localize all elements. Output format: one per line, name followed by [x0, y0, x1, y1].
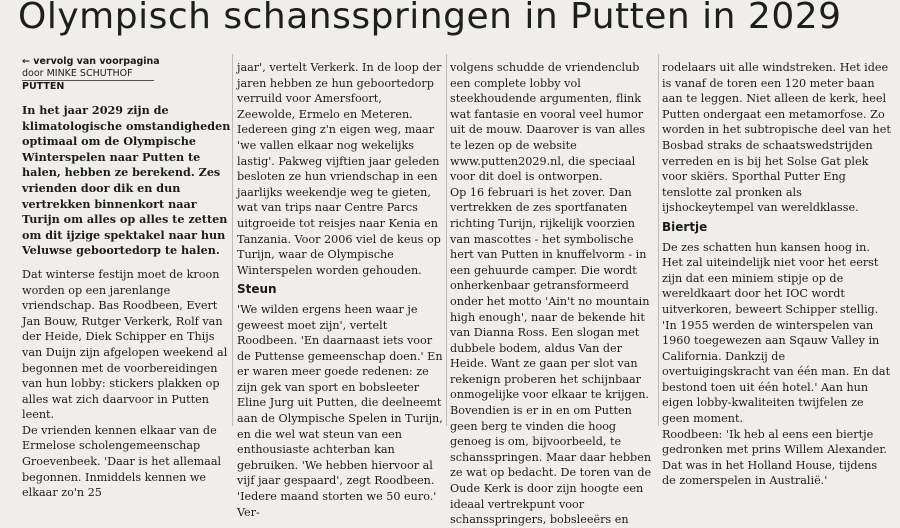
paragraph: rodelaars uit alle windstreken. Het idee is vanaf de toren een 120 meter baan aan te leggen. Niet alleen de kerk, heel Putten ondergaat een metamorfose. Zo worden in het subtropische deel van het Bosbad straks de schaatswedstrijden verreden en is bij het Solse Gat plek voor skiërs. Sporthal Putter Eng tenslotte zal pronken als ijshockeytempel van wereldklasse. [662, 61, 891, 215]
paragraph: Op 16 februari is het zover. Dan vertrekken de zes sportfanaten richting Turijn, rijkelijk voorzien van mascottes - het symbolische hert van Putten in knuffelvorm - in een gehuurde camper. Die wordt onherkenbaar getransformeerd onder het motto 'Ain't no mountain high enough', naar de bekende hit van Dianna Ross. Een slogan met dubbele bodem, aldus Van der Heide. Want ze gaan per slot van rekenign proberen het schijnbaar onmogelijke voor elkaar te krijgen. Bovendien is er in en om Putten geen berg te vinden die hoog genoeg is om, bijvoorbeeld, te schansspringen. Maar daar hebben ze wat op bedacht. De toren van de Oude Kerk is door zijn hoogte een ideaal vertrekpunt voor schansspringers, bobsleeërs en [450, 185, 652, 527]
byline: door MINKE SCHUTHOF [22, 68, 154, 81]
paragraph: jaar', vertelt Verkerk. In de loop der jaren hebben ze hun geboortedorp verruild voor Amersfoort, Zeewolde, Ermelo en Meteren. Iedereen ging z'n eigen weg, maar 'we vallen elkaar nog wekelijks lastig'. Pakweg vijftien jaar geleden besloten ze hun vriendschap in een jaarlijks weekendje weg te gieten, wat van trips naar Centre Parcs uitgroeide tot reisjes naar Kenia en Tanzania. Voor 2006 viel de keus op Turijn, waar de Olympische Winterspelen worden gehouden. [237, 61, 442, 277]
column-divider [658, 54, 659, 426]
column-divider [446, 54, 447, 426]
paragraph: De vrienden kennen elkaar van de Ermelose scholengemeenschap Groevenbeek. 'Daar is het allemaal begonnen. Inmiddels kennen we elkaar zo'n 25 [22, 423, 222, 500]
paragraph: 'We wilden ergens heen waar je geweest moet zijn', vertelt Roodbeen. 'En daarnaast iets voor de Puttense gemeenschap doen.' En er waren meer goede redenen: ze zijn gek van sport en bobsleeter Eline Jurg uit Putten, die deelneemt aan de Olympische Spelen in Turijn, en die wel wat steun van een enthousiaste achterban kan gebruiken. 'We hebben hiervoor al vijf jaar gespaard', zegt Roodbeen. 'Iedere maand storten we 50 euro.' Ver- [237, 302, 443, 519]
paragraph: Roodbeen: 'Ik heb al eens een biertje gedronken met prins Willem Alexander. Dat was in het Holland House, tijdens de zomerspelen in Australië.' [662, 427, 888, 488]
column-2 [237, 60, 443, 520]
continued-label: ← vervolg van voorpagina [22, 56, 160, 67]
column-3 [450, 60, 654, 528]
subhead-biertje: Biertje [662, 219, 708, 234]
column-divider [232, 54, 233, 426]
byline-block [22, 56, 236, 93]
column-4 [662, 60, 892, 489]
location-label: PUTTEN [22, 81, 65, 92]
subhead-steun: Steun [237, 282, 277, 297]
paragraph: volgens schudde de vriendenclub een complete lobby vol steekhoudende argumenten, flink wat fantasie en vooral veel humor uit de mouw. Daarover is van alles te lezen op de website www.putten2029.nl, die speciaal voor dit doel is ontworpen. [450, 61, 646, 184]
article-headline: Olympisch schansspringen in Putten in 2029 [18, 0, 842, 37]
article-intro: In het jaar 2029 zijn de klimatologische omstandigheden optimaal om de Olympische Winterspelen naar Putten te halen, hebben ze berekend. Zes vrienden door dik en dun vertrekken binnenkort naar Turijn om alles op alles te zetten om dit ijzige spektakel naar hun Veluwse geboortedorp te halen. [22, 103, 231, 258]
column-1 [22, 56, 236, 501]
paragraph: De zes schatten hun kansen hoog in. Het zal uiteindelijk niet voor het eerst zijn dat een miniem stipje op de wereldkaart door het IOC wordt uitverkoren, beweert Schipper stellig. 'In 1955 werden de winterspelen van 1960 toegewezen aan Sqauw Valley in California. Dankzij de overtuigingskracht van één man. En dat bestond toen uit één hotel.' Aan hun eigen lobby-kwaliteiten twijfelen ze geen moment. [662, 240, 891, 426]
paragraph: Dat winterse festijn moet de kroon worden op een jarenlange vriendschap. Bas Roodbeen, Evert Jan Bouw, Rutger Verkerk, Rolf van der Heide, Diek Schipper en Thijs van Duijn zijn afgelopen weekend al begonnen met de voorbereidingen van hun lobby: stickers plakken op alles wat zich daarvoor in Putten leent. [22, 267, 228, 422]
